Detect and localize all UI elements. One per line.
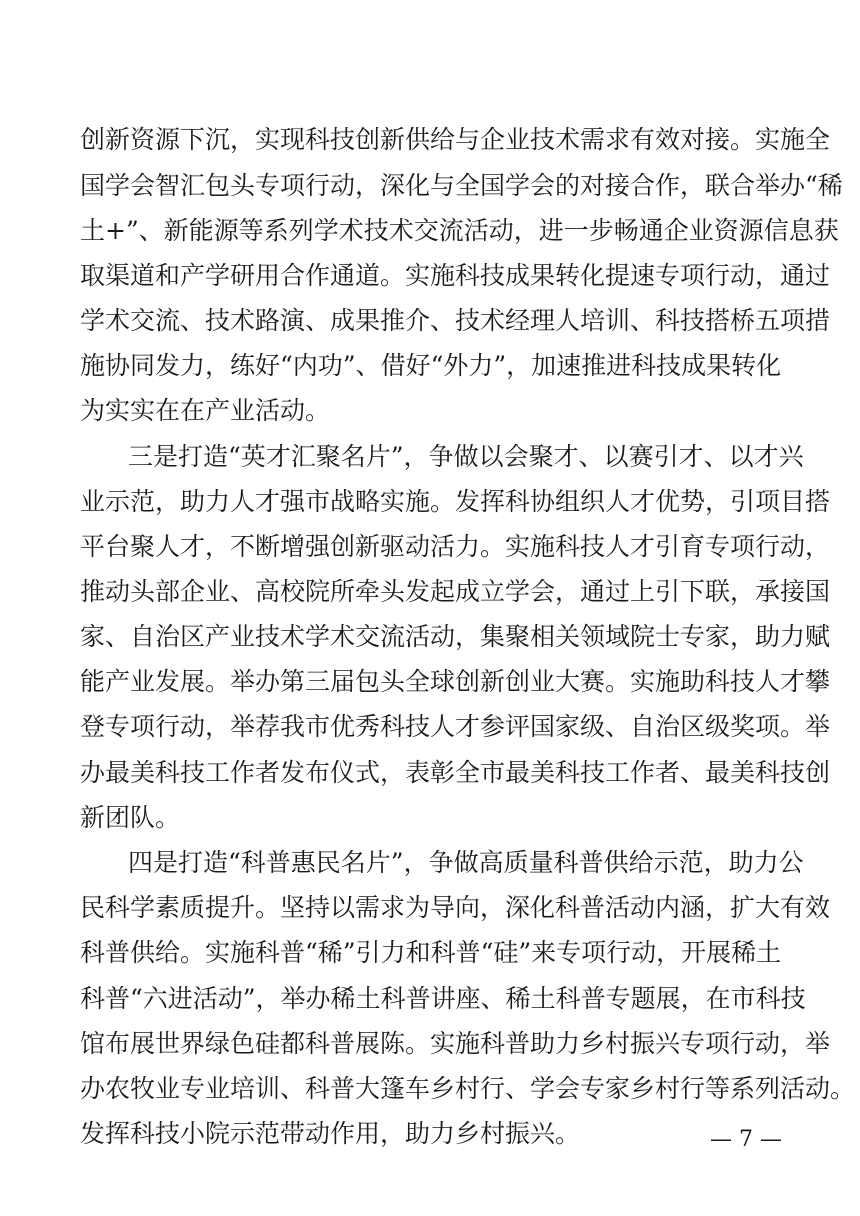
text-line: 土+”、新能源等系列学术技术交流活动，进一步畅通企业资源信息获 <box>80 216 839 245</box>
text-line: 民科学素质提升。坚持以需求为导向，深化科普活动内涵，扩大有效 <box>80 893 831 922</box>
text-line: 办最美科技工作者发布仪式，表彰全市最美科技工作者、最美科技创 <box>80 758 831 787</box>
text-line: 国学会智汇包头专项行动，深化与全国学会的对接合作，联合举办“稀 <box>80 171 843 200</box>
text-line: 馆布展世界绿色硅都科普展陈。实施科普助力乡村振兴专项行动，举 <box>80 1029 831 1058</box>
text-line: 发挥科技小院示范带动作用，助力乡村振兴。 <box>80 1119 581 1148</box>
text-line: 创新资源下沉，实现科技创新供给与企业技术需求有效对接。实施全 <box>80 125 831 154</box>
page-number: — 7 — <box>710 1127 782 1152</box>
text-line: 施协同发力，练好“内功”、借好“外力”，加速推进科技成果转化 <box>80 351 782 380</box>
text-line: 科普“六进活动”，举办稀土科普讲座、稀土科普专题展，在市科技 <box>80 984 806 1013</box>
paragraph-start-line: 三是打造“英才汇聚名片”，争做以会聚才、以赛引才、以才兴 <box>128 442 804 471</box>
text-line: 学术交流、技术路演、成果推介、技术经理人培训、科技搭桥五项措 <box>80 306 831 335</box>
text-line: 家、自治区产业技术学术交流活动，集聚相关领域院士专家，助力赋 <box>80 622 831 651</box>
text-line: 为实实在在产业活动。 <box>80 396 331 425</box>
text-line: 平台聚人才，不断增强创新驱动活力。实施科技人才引育专项行动， <box>80 532 831 561</box>
text-line: 登专项行动，举荐我市优秀科技人才参评国家级、自治区级奖项。举 <box>80 712 831 741</box>
text-line: 科普供给。实施科普“稀”引力和科普“硅”来专项行动，开展稀土 <box>80 938 782 967</box>
text-line: 推动头部企业、高校院所牵头发起成立学会，通过上引下联，承接国 <box>80 577 831 606</box>
text-line: 能产业发展。举办第三届包头全球创新创业大赛。实施助科技人才攀 <box>80 667 831 696</box>
text-line: 业示范，助力人才强市战略实施。发挥科协组织人才优势，引项目搭 <box>80 487 831 516</box>
text-line: 办农牧业专业培训、科普大篷车乡村行、学会专家乡村行等系列活动。 <box>80 1074 856 1103</box>
text-line: 新团队。 <box>80 803 181 832</box>
text-line: 取渠道和产学研用合作通道。实施科技成果转化提速专项行动，通过 <box>80 261 831 290</box>
paragraph-start-line: 四是打造“科普惠民名片”，争做高质量科普供给示范，助力公 <box>128 848 804 877</box>
